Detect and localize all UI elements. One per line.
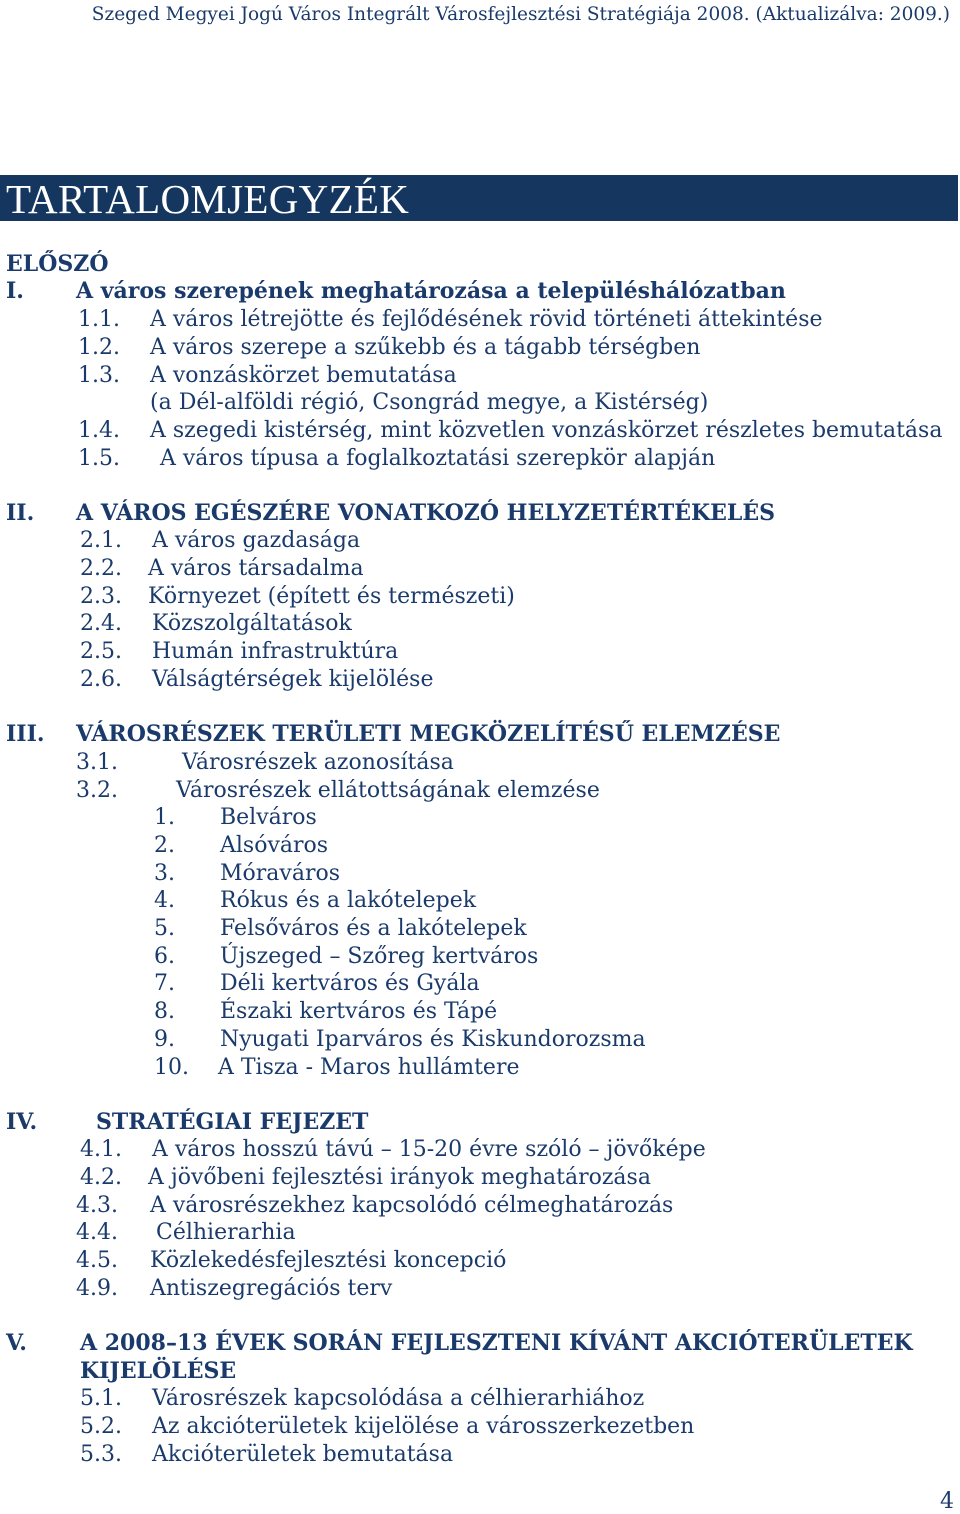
toc-item[interactable]: A jövőbeni fejlesztési irányok meghatározása: [148, 1165, 651, 1190]
toc-item[interactable]: Humán infrastruktúra: [152, 639, 399, 664]
toc-item[interactable]: A vonzáskörzet bemutatása: [150, 363, 457, 388]
toc-item[interactable]: A város hosszú távú – 15-20 évre szóló – jövőképe: [152, 1137, 706, 1162]
toc-subitem-num: 9.: [154, 1027, 175, 1052]
toc-item[interactable]: Válságtérségek kijelölése: [152, 667, 434, 692]
toc-subitem-num: 4.: [154, 888, 175, 913]
toc-item-num: 2.2.: [80, 556, 122, 581]
toc-subitem[interactable]: Felsőváros és a lakótelepek: [220, 916, 527, 941]
toc-subitem[interactable]: Északi kertváros és Tápé: [220, 999, 498, 1024]
toc-item-num: 5.3.: [80, 1442, 122, 1467]
section-num-5: V.: [6, 1330, 27, 1356]
toc-item[interactable]: Akcióterületek bemutatása: [152, 1442, 454, 1467]
section-num-4: IV.: [6, 1109, 38, 1135]
toc-subitem-num: 3.: [154, 861, 175, 886]
toc-subitem-num: 6.: [154, 944, 175, 969]
toc-subitem-num: 8.: [154, 999, 175, 1024]
section-title-4[interactable]: STRATÉGIAI FEJEZET: [96, 1109, 369, 1135]
toc-item[interactable]: Városrészek kapcsolódása a célhierarhiához: [152, 1386, 645, 1411]
page-title: TARTALOMJEGYZÉK: [6, 176, 410, 222]
page-number: 4: [940, 1489, 954, 1514]
toc-item[interactable]: Közlekedésfejlesztési koncepció: [150, 1248, 507, 1273]
toc-item-num: 2.6.: [80, 667, 122, 692]
toc-item[interactable]: A város létrejötte és fejlődésének rövid történeti áttekintése: [150, 307, 823, 332]
toc-item[interactable]: Az akcióterületek kijelölése a városszerkezetben: [152, 1414, 695, 1439]
toc-item[interactable]: Antiszegregációs terv: [150, 1276, 393, 1301]
toc-subitem[interactable]: Alsóváros: [220, 833, 329, 858]
toc-subitem[interactable]: Rókus és a lakótelepek: [220, 888, 477, 913]
toc-subitem-num: 2.: [154, 833, 175, 858]
section-num-3: III.: [6, 721, 45, 747]
toc-item-num: 1.3.: [78, 363, 120, 388]
toc-item-num: 1.4.: [78, 418, 120, 443]
toc-item-num: 4.5.: [76, 1248, 118, 1273]
toc-subitem[interactable]: Móraváros: [220, 861, 341, 886]
section-num-1: I.: [6, 278, 24, 304]
toc-item-num: 2.1.: [80, 528, 122, 553]
toc-item[interactable]: A város típusa a foglalkoztatási szerepkör alapján: [160, 446, 716, 471]
section-title-1[interactable]: A város szerepének meghatározása a településhálózatban: [76, 278, 786, 304]
toc-item[interactable]: A szegedi kistérség, mint közvetlen vonzáskörzet részletes bemutatása: [150, 418, 943, 443]
toc-item[interactable]: Közszolgáltatások: [152, 611, 352, 636]
toc-item-num: 2.5.: [80, 639, 122, 664]
toc-item-num: 5.2.: [80, 1414, 122, 1439]
section-title-5[interactable]: A 2008–13 ÉVEK SORÁN FEJLESZTENI KÍVÁNT AKCIÓTERÜLETEK: [80, 1330, 913, 1356]
toc-subitem[interactable]: Déli kertváros és Gyála: [220, 971, 480, 996]
toc-item[interactable]: A város szerepe a szűkebb és a tágabb térségben: [150, 335, 701, 360]
toc-subitem[interactable]: Nyugati Iparváros és Kiskundorozsma: [220, 1027, 646, 1052]
toc-item[interactable]: A városrészekhez kapcsolódó célmeghatározás: [150, 1193, 674, 1218]
toc-item-num: 3.2.: [76, 778, 118, 803]
toc-subitem[interactable]: Újszeged – Szőreg kertváros: [220, 944, 539, 969]
toc-item-num: 1.2.: [78, 335, 120, 360]
running-header: Szeged Megyei Jogú Város Integrált Városfejlesztési Stratégiája 2008. (Aktualizálva: 2009.): [91, 4, 950, 25]
toc-item[interactable]: Környezet (épített és természeti): [148, 584, 515, 609]
toc-item[interactable]: A város gazdasága: [152, 528, 361, 553]
toc-item-num: 1.1.: [78, 307, 120, 332]
section-title-3[interactable]: VÁROSRÉSZEK TERÜLETI MEGKÖZELÍTÉSŰ ELEMZÉSE: [76, 721, 781, 747]
toc-item[interactable]: Városrészek ellátottságának elemzése: [176, 778, 600, 803]
toc-foreword[interactable]: ELŐSZÓ: [6, 251, 109, 277]
toc-subitem[interactable]: Belváros: [220, 805, 317, 830]
toc-item-num: 4.4.: [76, 1220, 118, 1245]
section-title-2[interactable]: A VÁROS EGÉSZÉRE VONATKOZÓ HELYZETÉRTÉKELÉS: [76, 500, 776, 526]
toc-subitem-num: 5.: [154, 916, 175, 941]
title-banner: [0, 175, 958, 221]
toc-item-num: 4.9.: [76, 1276, 118, 1301]
toc-subitem[interactable]: A Tisza - Maros hullámtere: [218, 1055, 520, 1080]
toc-item-num: 5.1.: [80, 1386, 122, 1411]
toc-item-num: 4.1.: [80, 1137, 122, 1162]
toc-item-num: 4.2.: [80, 1165, 122, 1190]
toc-subitem-num: 7.: [154, 971, 175, 996]
toc-item-num: 4.3.: [76, 1193, 118, 1218]
toc-item-continuation[interactable]: (a Dél-alföldi régió, Csongrád megye, a Kistérség): [150, 390, 709, 415]
section-title-5-continuation[interactable]: KIJELÖLÉSE: [80, 1358, 237, 1384]
toc-item-num: 3.1.: [76, 750, 118, 775]
toc-item[interactable]: Városrészek azonosítása: [182, 750, 454, 775]
toc-item[interactable]: Célhierarhia: [156, 1220, 296, 1245]
toc-item-num: 2.4.: [80, 611, 122, 636]
toc-subitem-num: 1.: [154, 805, 175, 830]
section-num-2: II.: [6, 500, 35, 526]
toc-item[interactable]: A város társadalma: [148, 556, 364, 581]
toc-item-num: 2.3.: [80, 584, 122, 609]
toc-item-num: 1.5.: [78, 446, 120, 471]
toc-subitem-num: 10.: [154, 1055, 189, 1080]
